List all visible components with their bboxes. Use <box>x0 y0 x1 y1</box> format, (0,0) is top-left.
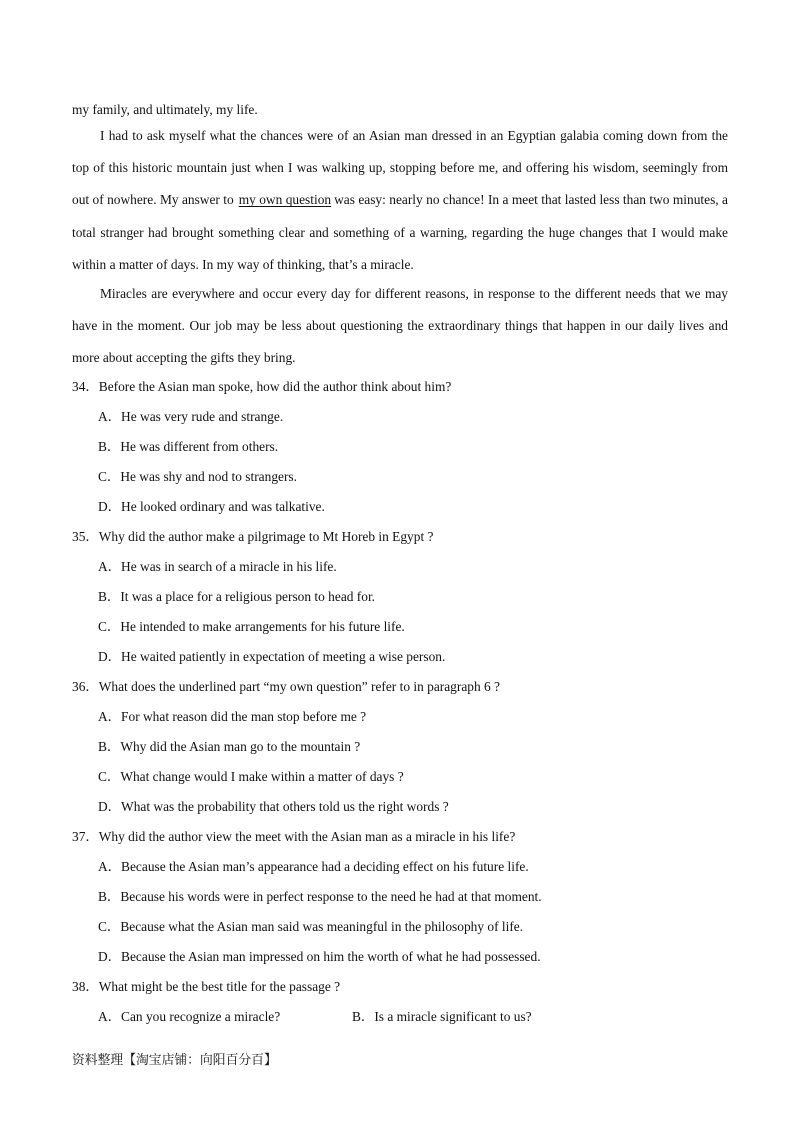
answer-option: D．Because the Asian man impressed on him the worth of what he had possessed. <box>98 949 541 964</box>
answer-option: A．Because the Asian man’s appearance had a deciding effect on his future life. <box>98 859 529 874</box>
underlined-phrase: my own question <box>238 192 332 208</box>
answer-option: B．Is a miracle significant to us? <box>352 1009 532 1024</box>
answer-option: C．What change would I make within a matter of days ? <box>98 769 404 784</box>
answer-option: B．Why did the Asian man go to the mountain ? <box>98 739 361 754</box>
question-stem: 38．What might be the best title for the passage ? <box>72 979 341 994</box>
answer-option: C．He was shy and nod to strangers. <box>98 469 297 484</box>
answer-option: D．What was the probability that others told us the right words ? <box>98 799 449 814</box>
answer-option: C．He intended to make arrangements for his future life. <box>98 619 405 634</box>
question-stem: 35．Why did the author make a pilgrimage to Mt Horeb in Egypt ? <box>72 529 434 544</box>
passage-line: my family, and ultimately, my life. <box>72 102 258 117</box>
answer-option: A．Can you recognize a miracle? <box>98 1009 281 1024</box>
page-footer: 资料整理【淘宝店铺：向阳百分百】 <box>72 1053 277 1068</box>
question-stem: 37．Why did the author view the meet with the Asian man as a miracle in his life? <box>72 829 516 844</box>
passage-paragraph <box>72 120 728 281</box>
answer-option: B．He was different from others. <box>98 439 279 454</box>
answer-option: B．Because his words were in perfect response to the need he had at that moment. <box>98 889 542 904</box>
answer-option: C．Because what the Asian man said was meaningful in the philosophy of life. <box>98 919 524 934</box>
question-stem: 34．Before the Asian man spoke, how did the author think about him? <box>72 379 452 394</box>
paragraph-text: was easy: nearly no chance! In a meet that lasted less than two minutes, a total stranger had brought something clear and something of a warning, regarding the huge changes that I would make within a matter of days. In my way of thinking, that’s a miracle. <box>72 192 728 272</box>
passage-paragraph: Miracles are everywhere and occur every day for different reasons, in response to the different needs that we may have in the moment. Our job may be less about questioning the extraordinary things that happen in our daily lives and more about accepting the gifts they bring. <box>72 286 728 366</box>
answer-option: A．For what reason did the man stop before me ? <box>98 709 367 724</box>
question-stem: 36．What does the underlined part “my own question” refer to in paragraph 6 ? <box>72 679 500 694</box>
answer-option: D．He looked ordinary and was talkative. <box>98 499 325 514</box>
answer-option: B．It was a place for a religious person to head for. <box>98 589 376 604</box>
answer-option: A．He was in search of a miracle in his life. <box>98 559 337 574</box>
paragraph-text: I had to ask myself what the chances were of an Asian man dressed in an Egyptian galabia coming down from the top of this historic mountain just when I was walking up, stopping before me, and offering his wisdom, seemingly from out of nowhere. My answer to <box>72 128 728 208</box>
answer-option: D．He waited patiently in expectation of meeting a wise person. <box>98 649 446 664</box>
answer-option: A．He was very rude and strange. <box>98 409 284 424</box>
